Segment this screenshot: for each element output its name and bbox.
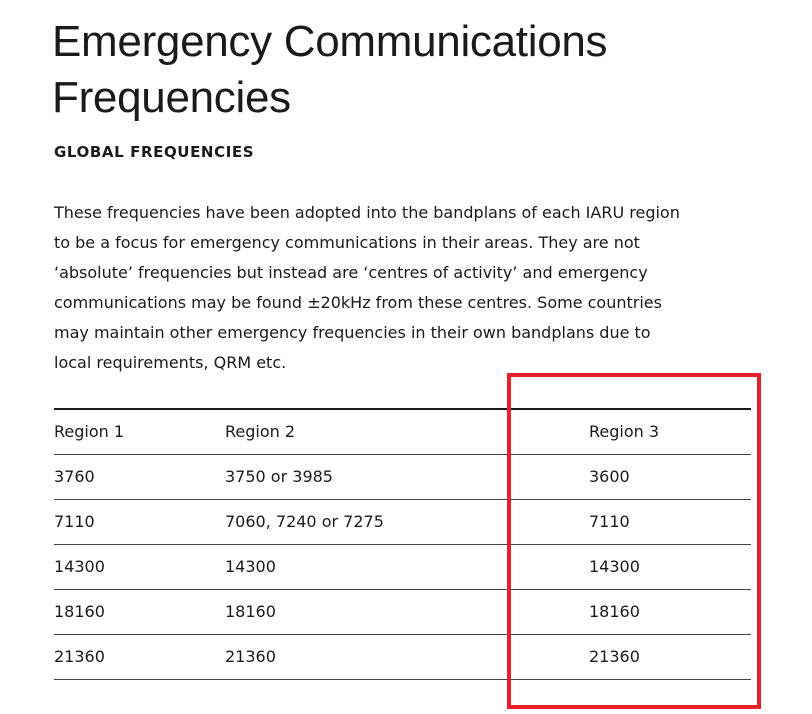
page-title (52, 14, 752, 126)
cell-region-2: 18160 (225, 602, 276, 621)
intro-paragraph (54, 198, 754, 378)
intro-line: may maintain other emergency frequencies in their own bandplans due to (54, 323, 651, 342)
header-region-2: Region 2 (225, 422, 296, 442)
cell-region-3: 3600 (589, 467, 630, 486)
cell-region-3: 7110 (589, 512, 630, 531)
cell-region-2: 7060, 7240 or 7275 (225, 512, 384, 531)
page-title-line-2: Frequencies (52, 73, 291, 122)
intro-line: to be a focus for emergency communications in their areas. They are not (54, 233, 640, 252)
intro-line: These frequencies have been adopted into the bandplans of each IARU region (54, 203, 680, 222)
cell-region-2: 21360 (225, 647, 276, 666)
frequency-table (54, 408, 751, 680)
intro-line: ‘absolute’ frequencies but instead are ‘centres of activity’ and emergency (54, 263, 648, 282)
table-row (54, 499, 751, 544)
table-row (54, 544, 751, 589)
intro-line: communications may be found ±20kHz from these centres. Some countries (54, 293, 662, 312)
cell-region-1: 18160 (54, 602, 105, 621)
cell-region-3: 14300 (589, 557, 640, 576)
cell-region-1: 21360 (54, 647, 105, 666)
section-heading: GLOBAL FREQUENCIES (54, 143, 255, 161)
page-title-line-1: Emergency Communications (52, 17, 608, 66)
cell-region-3: 21360 (589, 647, 640, 666)
header-region-3: Region 3 (589, 422, 660, 442)
table-row (54, 454, 751, 499)
table-header-row (54, 409, 751, 454)
cell-region-2: 3750 or 3985 (225, 467, 333, 486)
cell-region-1: 3760 (54, 467, 95, 486)
table-row (54, 634, 751, 679)
cell-region-1: 14300 (54, 557, 105, 576)
cell-region-3: 18160 (589, 602, 640, 621)
intro-line: local requirements, QRM etc. (54, 353, 287, 372)
table-row (54, 589, 751, 634)
cell-region-1: 7110 (54, 512, 95, 531)
cell-region-2: 14300 (225, 557, 276, 576)
header-region-1: Region 1 (54, 422, 125, 442)
